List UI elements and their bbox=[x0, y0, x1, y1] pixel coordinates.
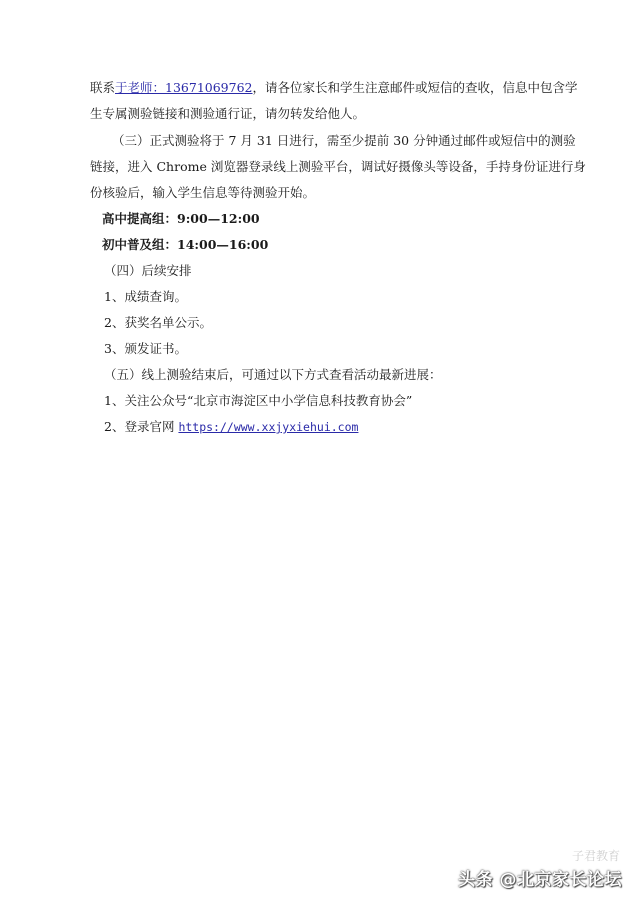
contact-prefix: 联系 bbox=[90, 80, 116, 95]
updates-heading: （五）线上测验结束后，可通过以下方式查看活动最新进展： bbox=[104, 367, 442, 382]
high-school-schedule: 高中提高组：9:00—12:00 bbox=[102, 211, 260, 226]
formal-test-line-1: （三）正式测验将于 7 月 31 日进行，需至少提前 30 分钟通过邮件或短信中的测验 bbox=[112, 133, 576, 148]
faint-watermark: 子君教育 bbox=[571, 849, 620, 863]
website-link[interactable]: https://www.xxjyxiehui.com bbox=[178, 420, 359, 434]
toutiao-watermark bbox=[458, 865, 622, 890]
followup-item-3: 3、颁发证书。 bbox=[104, 341, 187, 356]
followup-item-1: 1、成绩查询。 bbox=[104, 289, 187, 304]
updates-item-1: 1、关注公众号“北京市海淀区中小学信息科技教育协会” bbox=[104, 393, 413, 408]
contact-paragraph-line-1 bbox=[90, 78, 578, 96]
middle-school-schedule: 初中普及组：14:00—16:00 bbox=[102, 237, 269, 252]
formal-test-line-2: 链接，进入 Chrome 浏览器登录线上测验平台，调试好摄像头等设备，手持身份证进行身 bbox=[90, 159, 586, 174]
contact-suffix: ，请各位家长和学生注意邮件或短信的查收，信息中包含学 bbox=[252, 80, 578, 95]
followup-item-2: 2、获奖名单公示。 bbox=[104, 315, 212, 330]
contact-teacher-link[interactable]: 于老师：13671069762 bbox=[115, 80, 253, 95]
watermark-text: 头条 @北京家长论坛 bbox=[458, 870, 622, 890]
updates-item-2-prefix: 2、登录官网 bbox=[104, 419, 179, 434]
followup-heading: （四）后续安排 bbox=[104, 263, 192, 278]
updates-item-2 bbox=[104, 417, 358, 435]
formal-test-line-3: 份核验后，输入学生信息等待测验开始。 bbox=[90, 185, 316, 200]
contact-paragraph-line-2: 生专属测验链接和测验通行证，请勿转发给他人。 bbox=[90, 106, 366, 121]
